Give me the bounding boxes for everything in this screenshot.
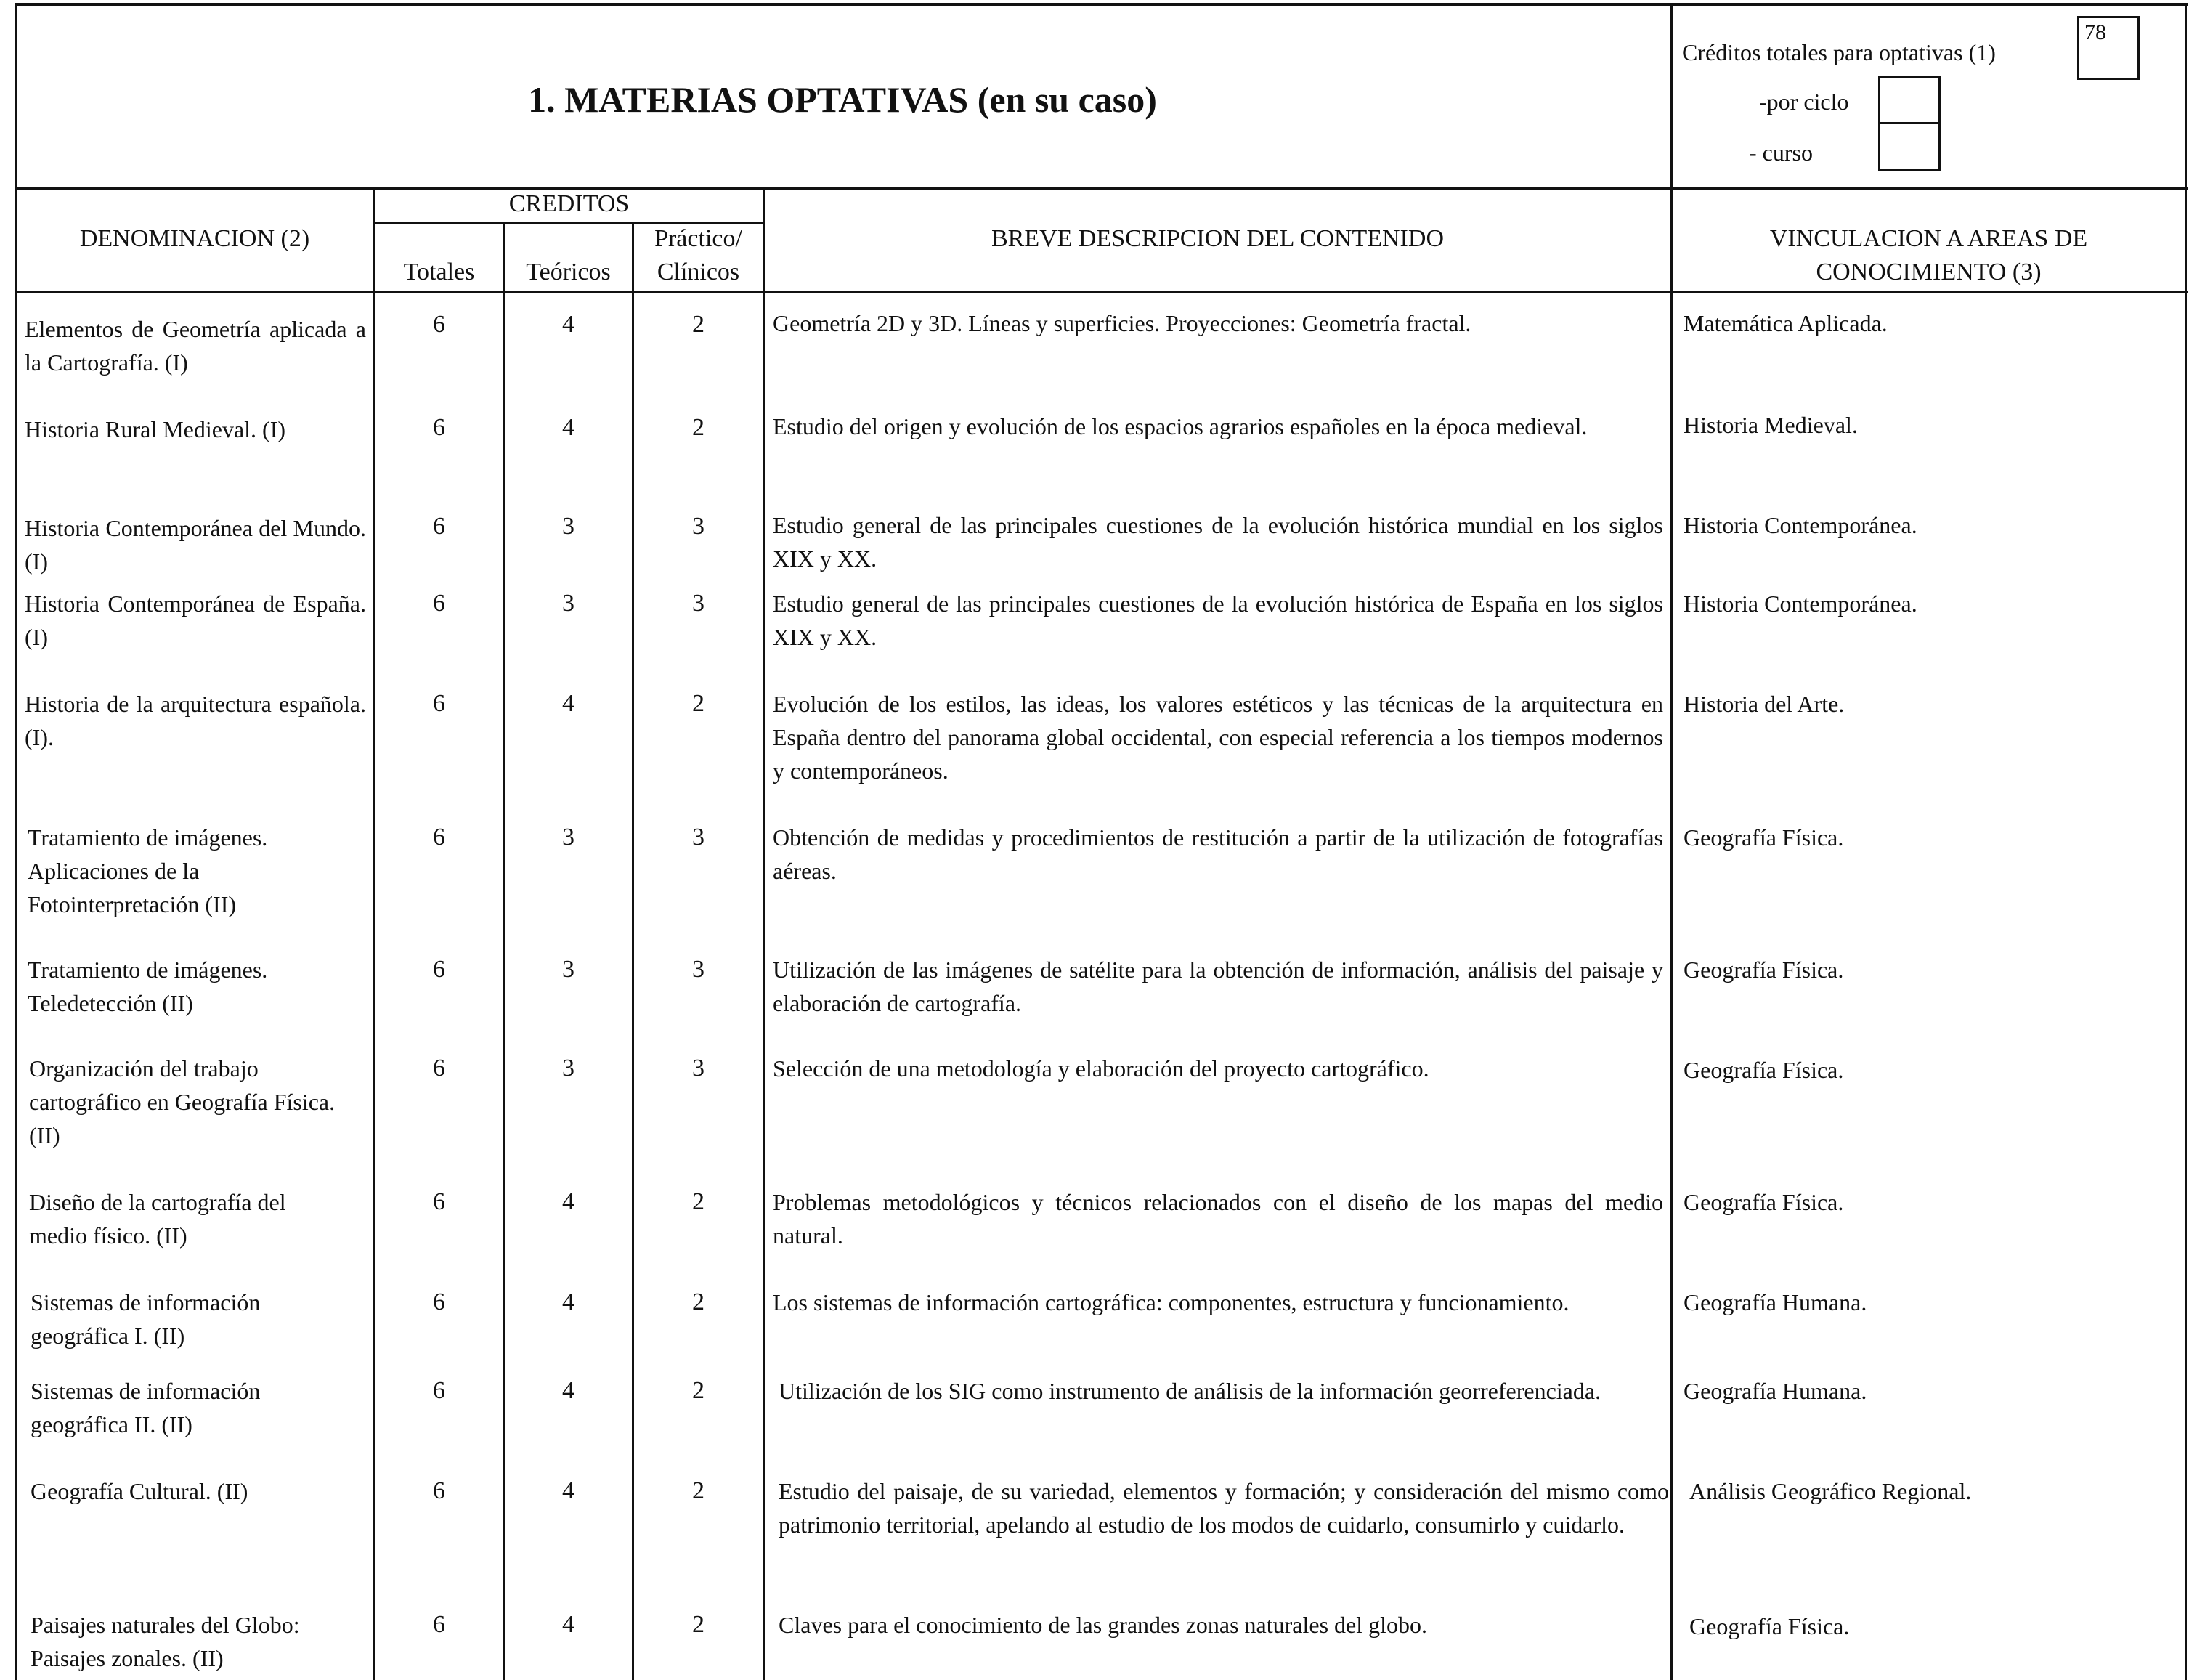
page-title: 1. MATERIAS OPTATIVAS (en su caso) (528, 79, 1157, 120)
column-header-vinculacion-line2: CONOCIMIENTO (3) (1816, 259, 2042, 285)
row-6-teoricos: 3 (562, 824, 574, 851)
row-3-name: Historia Contemporánea del Mundo. (I) (25, 515, 366, 575)
top-border (15, 3, 2188, 6)
column-header-descripcion: BREVE DESCRIPCION DEL CONTENIDO (991, 225, 1444, 252)
row-13-area: Geografía Física. (1689, 1613, 1850, 1639)
row-7-totales: 6 (433, 956, 445, 983)
row-2-area: Historia Medieval. (1684, 412, 1858, 438)
row-13-practicos: 2 (692, 1611, 704, 1638)
row-4-name: Historia Contemporánea de España. (I) (25, 591, 366, 650)
row-6-name: Tratamiento de imágenes. Aplicaciones de la Fotointerpretación (II) (28, 824, 268, 917)
row-6-totales: 6 (433, 824, 445, 851)
row-8-description: Selección de una metodología y elaboración del proyecto cartográfico. (773, 1055, 1429, 1082)
row-6-practicos: 3 (692, 824, 704, 851)
row-7-teoricos: 3 (562, 956, 574, 983)
curso-label: - curso (1749, 139, 1813, 166)
row-7-description: Utilización de las imágenes de satélite para la obtención de información, análisis del paisaje y elaboración de cartografía. (773, 957, 1663, 1016)
row-10-practicos: 2 (692, 1289, 704, 1315)
header-bottom-line (15, 187, 2188, 190)
column-header-practicos-line2: Clínicos (657, 259, 740, 285)
row-3-teoricos: 3 (562, 513, 574, 540)
por-ciclo-label: -por ciclo (1759, 89, 1849, 115)
credits-total-label: Créditos totales para optativas (1) (1682, 39, 1996, 65)
row-8-teoricos: 3 (562, 1055, 574, 1082)
row-4-totales: 6 (433, 590, 445, 617)
row-2-description: Estudio del origen y evolución de los espacios agrarios españoles en la época medieval. (773, 413, 1588, 439)
row-6-area: Geografía Física. (1684, 824, 1844, 851)
row-9-area: Geografía Física. (1684, 1189, 1844, 1215)
row-12-area: Análisis Geográfico Regional. (1689, 1478, 1972, 1504)
row-3-totales: 6 (433, 513, 445, 540)
row-5-teoricos: 4 (562, 690, 574, 717)
row-13-description: Claves para el conocimiento de las grandes zonas naturales del globo. (779, 1612, 1428, 1638)
column-header-teoricos: Teóricos (526, 259, 611, 285)
row-2-teoricos: 4 (562, 414, 574, 441)
column-header-vinculacion-line1: VINCULACION A AREAS DE (1769, 225, 2088, 252)
column-header-denominacion: DENOMINACION (2) (79, 225, 310, 252)
row-11-area: Geografía Humana. (1684, 1378, 1867, 1404)
row-10-teoricos: 4 (562, 1289, 574, 1315)
row-1-name: Elementos de Geometría aplicada a la Cartografía. (I) (25, 316, 366, 376)
row-10-totales: 6 (433, 1289, 445, 1315)
column-header-practicos-line1: Práctico/ (654, 225, 742, 252)
row-1-practicos: 2 (692, 311, 704, 338)
row-5-practicos: 2 (692, 690, 704, 717)
row-10-name: Sistemas de información geográfica I. (II) (31, 1289, 261, 1349)
row-1-area: Matemática Aplicada. (1684, 310, 1888, 336)
row-3-practicos: 3 (692, 513, 704, 540)
row-13-totales: 6 (433, 1611, 445, 1638)
row-2-name: Historia Rural Medieval. (I) (25, 416, 285, 442)
row-12-name: Geografía Cultural. (II) (31, 1478, 248, 1504)
column-header-creditos: CREDITOS (508, 190, 630, 217)
row-8-totales: 6 (433, 1055, 445, 1082)
row-11-practicos: 2 (692, 1377, 704, 1404)
row-10-description: Los sistemas de información cartográfica: componentes, estructura y funcionamiento. (773, 1289, 1569, 1315)
row-12-practicos: 2 (692, 1477, 704, 1504)
row-4-description: Estudio general de las principales cuestiones de la evolución histórica de España en los siglos XIX y XX. (773, 591, 1663, 650)
row-11-name: Sistemas de información geográfica II. (II) (31, 1378, 261, 1437)
row-5-description: Evolución de los estilos, las ideas, los valores estéticos y las técnicas de la arquitectura en España dentro del panorama global occidental, con especial referencia a los tiempos modernos y contemporáneos. (773, 691, 1663, 784)
row-10-area: Geografía Humana. (1684, 1289, 1867, 1315)
row-11-description: Utilización de los SIG como instrumento de análisis de la información georreferenciada. (779, 1378, 1601, 1404)
row-2-totales: 6 (433, 414, 445, 441)
row-4-practicos: 3 (692, 590, 704, 617)
row-11-teoricos: 4 (562, 1377, 574, 1404)
column-header-totales: Totales (403, 259, 475, 285)
row-2-practicos: 2 (692, 414, 704, 441)
row-7-practicos: 3 (692, 956, 704, 983)
row-12-description: Estudio del paisaje, de su variedad, elementos y formación; y consideración del mismo como patrimonio territorial, apelando al estudio de los modos de cuidarlo, consumirlo y cuidarlo. (779, 1478, 1669, 1538)
row-1-totales: 6 (433, 311, 445, 338)
row-9-teoricos: 4 (562, 1188, 574, 1215)
row-9-name: Diseño de la cartografía del medio físico. (II) (29, 1189, 286, 1249)
row-9-practicos: 2 (692, 1188, 704, 1215)
row-13-name: Paisajes naturales del Globo: Paisajes zonales. (II) (31, 1612, 300, 1671)
row-9-totales: 6 (433, 1188, 445, 1215)
row-12-totales: 6 (433, 1477, 445, 1504)
row-13-teoricos: 4 (562, 1611, 574, 1638)
row-4-area: Historia Contemporánea. (1684, 591, 1917, 617)
row-3-area: Historia Contemporánea. (1684, 512, 1917, 538)
row-4-teoricos: 3 (562, 590, 574, 617)
row-8-name: Organización del trabajo cartográfico en Geografía Física. (II) (29, 1055, 336, 1148)
row-5-area: Historia del Arte. (1684, 691, 1845, 717)
row-3-description: Estudio general de las principales cuestiones de la evolución histórica mundial en los siglos XIX y XX. (773, 512, 1663, 572)
por-ciclo-box (1878, 76, 1941, 125)
separator-practicos (763, 190, 765, 1680)
row-5-name: Historia de la arquitectura española. (I). (25, 691, 366, 750)
row-7-name: Tratamiento de imágenes. Teledetección (II) (28, 957, 268, 1016)
column-header-bottom-line (15, 291, 2188, 293)
row-5-totales: 6 (433, 690, 445, 717)
row-11-totales: 6 (433, 1377, 445, 1404)
row-8-practicos: 3 (692, 1055, 704, 1082)
right-border (2185, 3, 2187, 1680)
row-7-area: Geografía Física. (1684, 957, 1844, 983)
row-12-teoricos: 4 (562, 1477, 574, 1504)
curso-box (1878, 122, 1941, 171)
row-8-area: Geografía Física. (1684, 1057, 1844, 1083)
left-border (15, 3, 17, 1680)
row-6-description: Obtención de medidas y procedimientos de restitución a partir de la utilización de fotografías aéreas. (773, 824, 1663, 884)
row-1-teoricos: 4 (562, 311, 574, 338)
credits-total-value: 78 (2084, 20, 2106, 44)
row-1-description: Geometría 2D y 3D. Líneas y superficies. Proyecciones: Geometría fractal. (773, 310, 1471, 336)
row-9-description: Problemas metodológicos y técnicos relacionados con el diseño de los mapas del medio natural. (773, 1189, 1663, 1249)
